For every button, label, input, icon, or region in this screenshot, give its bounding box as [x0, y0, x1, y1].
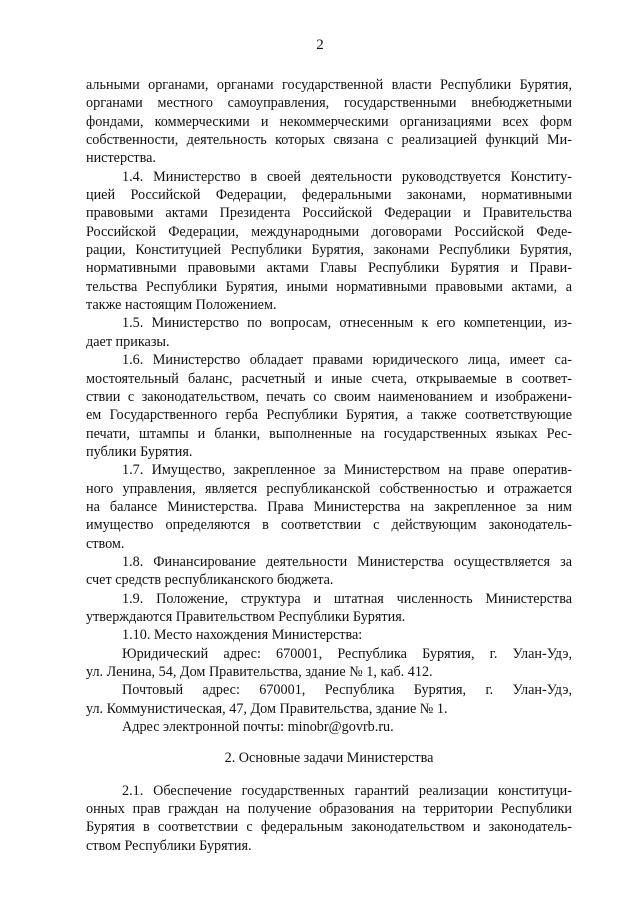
text-line: Бурятия в соответствии с федеральным законодательством и законодатель-: [86, 819, 572, 836]
text-line: печати, штампы и бланки, выполненные на государственных языках Рес-: [86, 425, 572, 442]
paragraph-2-1: [86, 782, 572, 855]
text-line: Российской Федерации, международными договорами Российской Феде-: [86, 223, 572, 240]
paragraph-postal-address: [86, 681, 572, 718]
text-line: имущество определяются в соответствии с действующим законодатель-: [86, 517, 572, 534]
text-line: Адрес электронной почты: minobr@govrb.ru.: [122, 719, 394, 736]
text-line: Почтовый адрес: 670001, Республика Бурятия, г. Улан-Удэ,: [122, 682, 572, 699]
text-line: ем Государственного герба Республики Бурятия, а также соответствующие: [86, 407, 572, 424]
paragraph-1-5: [86, 314, 572, 351]
paragraph-1-9: [86, 590, 572, 627]
text-line: органами местного самоуправления, государственными внебюджетными: [86, 95, 572, 112]
text-line: ул. Ленина, 54, Дом Правительства, здание № 1, каб. 412.: [86, 664, 433, 680]
paragraph-intro: [86, 76, 572, 168]
text-line: 1.7. Имущество, закрепленное за Министерством на праве оператив-: [122, 462, 572, 479]
text-line: 1.6. Министерство обладает правами юридического лица, имеет са-: [122, 352, 572, 369]
paragraph-legal-address: [86, 645, 572, 682]
text-line: также настоящим Положением.: [86, 297, 277, 314]
text-line: нистерства.: [86, 150, 156, 167]
text-line: мостоятельный баланс, расчетный и иные счета, открываемые в соответ-: [86, 370, 572, 387]
text-line: на балансе Министерства. Права Министерства на закрепленное за ним: [86, 498, 572, 515]
text-line: ного управления, является республиканской собственностью и отражается: [86, 480, 572, 497]
text-line: 1.5. Министерство по вопросам, отнесенным к его компетенции, из-: [122, 315, 572, 332]
text-line: 1.4. Министерство в своей деятельности руководствуется Конститу-: [122, 168, 572, 185]
paragraph-1-4: [86, 168, 572, 315]
text-line: счет средств республиканского бюджета.: [86, 572, 334, 589]
document-body: [86, 76, 572, 855]
spacer: [86, 736, 572, 749]
paragraph-1-7: [86, 461, 572, 553]
text-line: ством.: [86, 535, 125, 552]
text-line: Юридический адрес: 670001, Республика Бурятия, г. Улан-Удэ,: [122, 645, 572, 662]
text-line: дает приказы.: [86, 333, 170, 350]
text-line: 1.8. Финансирование деятельности Министерства осуществляется за: [122, 553, 572, 570]
text-line: ствии с законодательством, печать со своим наименованием и изображени-: [86, 388, 572, 405]
text-line: ством Республики Бурятия.: [86, 837, 252, 854]
paragraph-1-10: [86, 626, 572, 644]
page-number: 2: [316, 37, 324, 53]
text-line: 2.1. Обеспечение государственных гарантий реализации конституци-: [122, 782, 572, 799]
text-line: утверждаются Правительством Республики Бурятия.: [86, 608, 406, 625]
paragraph-email: [86, 718, 572, 736]
spacer: [86, 768, 572, 782]
text-line: альными органами, органами государственной власти Республики Бурятия,: [86, 77, 572, 93]
text-line: нормативными правовыми актами Главы Республики Бурятия и Прави-: [86, 260, 572, 277]
paragraph-1-8: [86, 553, 572, 590]
text-line: 1.10. Место нахождения Министерства:: [122, 627, 363, 644]
text-line: 1.9. Положение, структура и штатная численность Министерства: [122, 590, 572, 607]
text-line: тельства Республики Бурятия, иными нормативными правовыми актами, а: [86, 278, 572, 295]
text-line: фондами, коммерческими и некоммерческими организациями всех форм: [86, 113, 572, 130]
text-line: онных прав граждан на получение образования на территории Республики: [86, 801, 572, 818]
text-line: собственности, деятельность которых связана с реализацией функций Ми-: [86, 132, 572, 149]
text-line: рации, Конституцией Республики Бурятия, законами Республики Бурятия,: [86, 242, 572, 259]
text-line: цией Российской Федерации, федеральными законами, нормативными: [86, 187, 572, 204]
text-line: публики Бурятия.: [86, 443, 193, 460]
text-line: правовыми актами Президента Российской Федерации и Правительства: [86, 205, 572, 222]
paragraph-1-6: [86, 351, 572, 461]
text-line: ул. Коммунистическая, 47, Дом Правительства, здание № 1.: [86, 700, 448, 717]
section-heading: 2. Основные задачи Министерства: [224, 750, 434, 767]
